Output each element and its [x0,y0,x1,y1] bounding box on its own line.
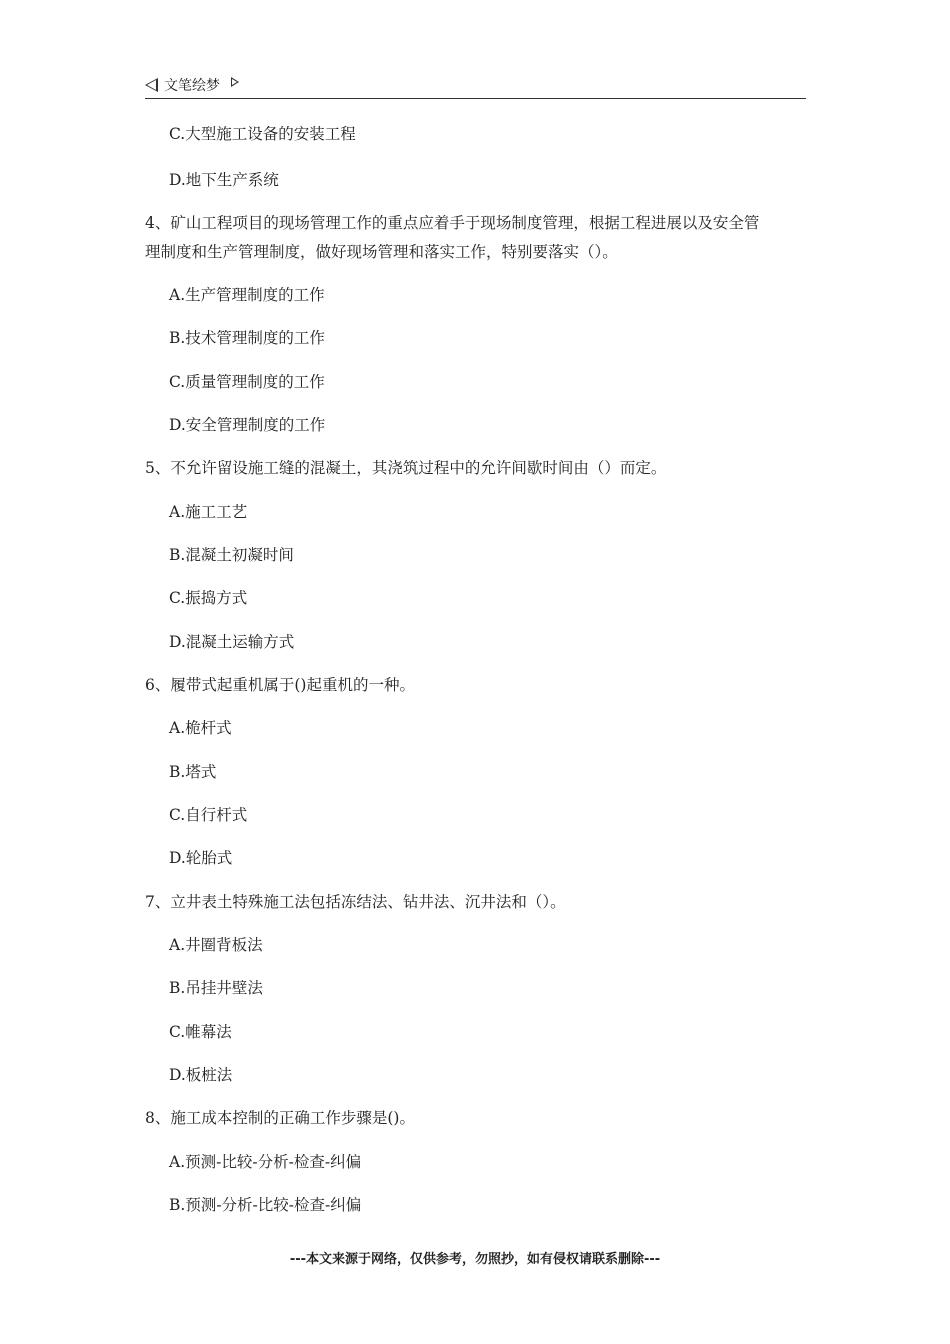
question-text: 7、立井表土特殊施工法包括冻结法、钻井法、沉井法和（）。 [145,893,566,911]
answer-option: D.安全管理制度的工作 [169,416,326,434]
answer-option: C.质量管理制度的工作 [169,373,325,391]
triangle-right-icon [231,77,239,87]
answer-option: D.板桩法 [169,1066,233,1084]
answer-option: C.大型施工设备的安装工程 [169,125,356,143]
answer-option: D.轮胎式 [169,849,233,867]
header-brand-group [145,74,220,96]
answer-option: C.振捣方式 [169,589,248,607]
answer-option: B.技术管理制度的工作 [169,329,325,347]
answer-option: B.塔式 [169,763,217,781]
answer-option: C.自行杆式 [169,806,248,824]
answer-option: B.吊挂井壁法 [169,979,263,997]
triangle-left-icon [145,78,158,92]
page-header [145,74,806,99]
answer-option: A.井圈背板法 [169,936,263,954]
answer-option: D.地下生产系统 [169,171,279,189]
question-text: 8、施工成本控制的正确工作步骤是()。 [145,1109,415,1127]
brand-name: 文笔绘梦 [164,78,220,94]
answer-option: C.帷幕法 [169,1023,232,1041]
question-text: 理制度和生产管理制度，做好现场管理和落实工作，特别要落实（）。 [145,243,618,261]
answer-option: B.混凝土初凝时间 [169,546,294,564]
answer-option: A.桅杆式 [169,719,232,737]
answer-option: A.生产管理制度的工作 [169,286,325,304]
answer-option: B.预测-分析-比较-检查-纠偏 [169,1196,362,1214]
question-text: 4、矿山工程项目的现场管理工作的重点应着手于现场制度管理，根据工程进展以及安全管 [145,214,760,232]
question-text: 6、履带式起重机属于()起重机的一种。 [145,676,415,694]
answer-option: D.混凝土运输方式 [169,633,295,651]
answer-option: A.施工工艺 [169,503,248,521]
footer-disclaimer: ---本文来源于网络，仅供参考，勿照抄，如有侵权请联系删除--- [289,1252,661,1267]
question-text: 5、不允许留设施工缝的混凝土，其浇筑过程中的允许间歇时间由（）而定。 [145,459,667,477]
answer-option: A.预测-比较-分析-检查-纠偏 [169,1153,362,1171]
